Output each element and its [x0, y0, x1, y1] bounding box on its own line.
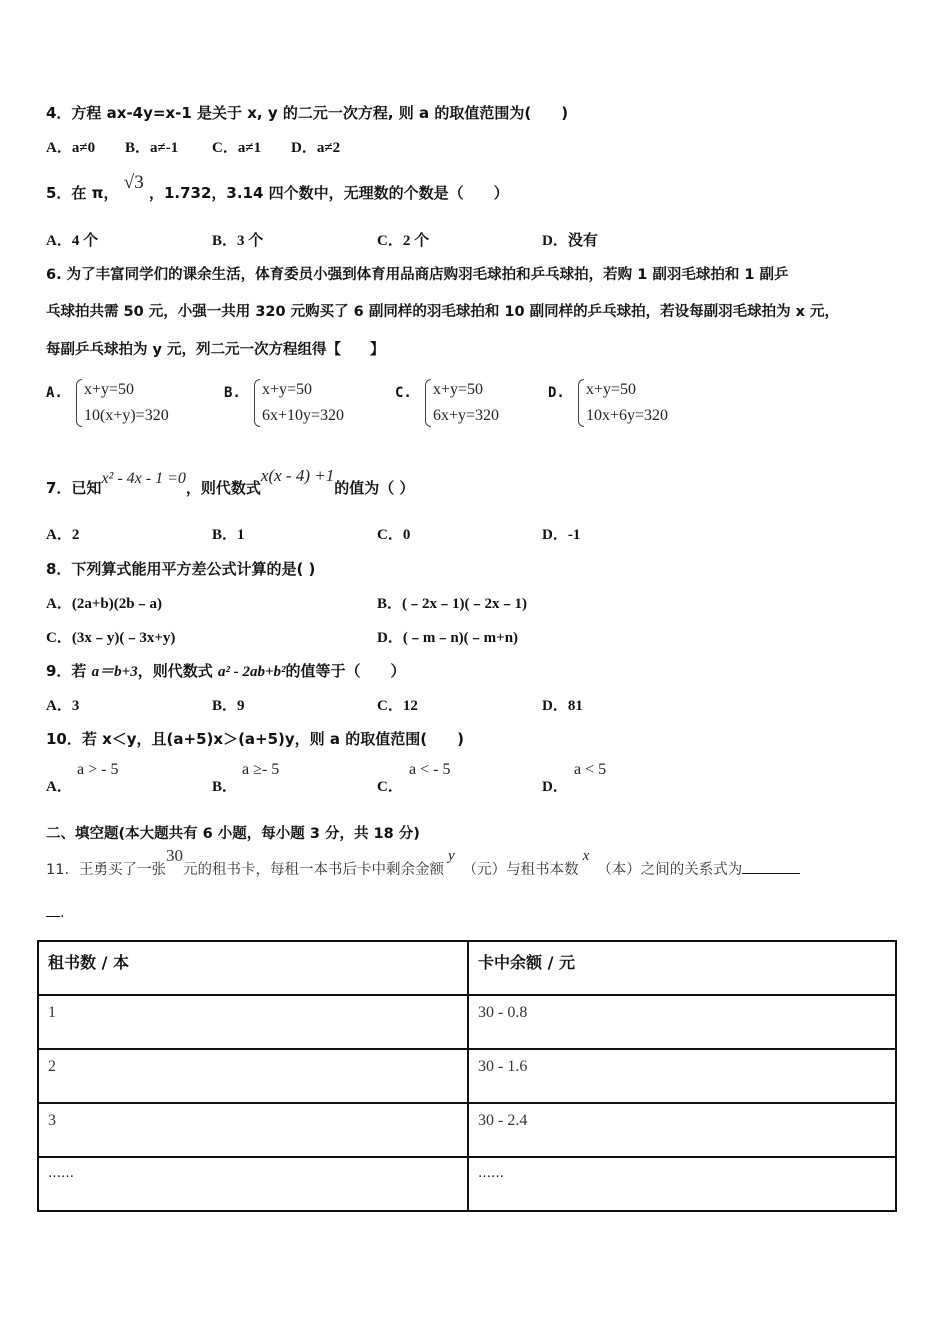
q4-option-b: B．a≠-1: [125, 140, 179, 156]
q6-a-eq2: 10(x+y)=320: [84, 407, 169, 424]
q7-option-a: A．2: [46, 527, 80, 543]
q9-condition: a＝b+3: [91, 664, 138, 680]
q9-mid: ，则代数式: [137, 662, 218, 680]
q7-option-c: C．0: [377, 527, 411, 543]
q11-text-3: （元）与租书本数: [462, 862, 579, 878]
q10-stem: 10．若 x＜y，且(a+5)x＞(a+5)y，则 a 的取值范围( ): [46, 730, 464, 748]
q11-text-1: 11．王勇买了一张: [46, 862, 166, 878]
q6-a-eq1: x+y=50: [84, 381, 135, 398]
q11-text-4: （本）之间的关系式为: [597, 862, 743, 878]
cell-books: 3: [38, 1103, 468, 1157]
blank-line: [46, 916, 60, 917]
q11-answer-blank-continued[interactable]: [46, 905, 64, 921]
q9-expression: a² - 2ab+b²: [217, 664, 286, 680]
cell-balance: 30 - 0.8: [468, 995, 896, 1049]
q9-suffix: 的值等于（ ）: [285, 662, 406, 680]
q4-stem: 4．方程 ax-4y=x-1 是关于 x, y 的二元一次方程, 则 a 的取值范围为( ): [46, 104, 569, 122]
q6-d-eq2: 10x+6y=320: [586, 407, 669, 424]
q9-option-a: A．3: [46, 698, 80, 714]
q7-option-b: B．1: [212, 527, 245, 543]
q10-option-c-expr: a < - 5: [409, 761, 451, 778]
q6-d-eq1: x+y=50: [586, 381, 637, 398]
q6-option-b-system: [254, 377, 344, 429]
q11-amount: 30: [165, 846, 183, 865]
q4-option-d: D．a≠2: [291, 140, 341, 156]
q6-option-b-label: B.: [224, 385, 241, 401]
q10-option-b-label: B．: [212, 779, 238, 795]
q6-option-d-label: D.: [548, 385, 565, 401]
q5-suffix: ，1.732，3.14 四个数中，无理数的个数是（ ）: [148, 184, 509, 202]
q11-var-x: x: [582, 848, 590, 864]
q8-option-b: B．(﹣2x﹣1)(﹣2x﹣1): [377, 596, 527, 612]
q4-option-a: A．a≠0: [46, 140, 96, 156]
q7-suffix: 的值为（ ）: [334, 479, 415, 497]
rental-table: [37, 940, 897, 1212]
q5-prefix: 5．在 π，: [46, 184, 119, 202]
q8-option-a: A．(2a+b)(2b﹣a): [46, 596, 163, 612]
cell-books: 1: [38, 995, 468, 1049]
q6-option-d-system: [578, 377, 668, 429]
q7-prefix: 7．已知: [46, 479, 102, 497]
q11-text-2: 元的租书卡，每租一本书后卡中剩余金额: [182, 862, 444, 878]
q10-option-c-label: C．: [377, 779, 403, 795]
q5-option-a: A．4 个: [46, 233, 99, 249]
q10-option-d-expr: a < 5: [574, 761, 607, 778]
table-row: [38, 1049, 896, 1103]
q4-option-c: C．a≠1: [212, 140, 262, 156]
q6-b-eq1: x+y=50: [262, 381, 313, 398]
q6-line-3: 每副乒乓球拍为 y 元，列二元一次方程组得【 】: [46, 342, 385, 358]
q7-mid: ，则代数式: [185, 479, 261, 497]
q7-equation: x² - 4x - 1 =0: [101, 470, 186, 487]
q9-option-b: B．9: [212, 698, 245, 714]
table-row: [38, 1103, 896, 1157]
q10-option-a-expr: a > - 5: [77, 761, 119, 778]
q6-option-c-label: C.: [395, 385, 412, 401]
q5-option-c: C．2 个: [377, 233, 430, 249]
table-header-row: [38, 941, 896, 995]
q6-line-2: 乓球拍共需 50 元，小强一共用 320 元购买了 6 副同样的羽毛球拍和 10 副同样的乒乓球拍，若设每副羽毛球拍为 x 元，: [46, 304, 840, 320]
cell-books: 2: [38, 1049, 468, 1103]
q8-option-c: C．(3x﹣y)(﹣3x+y): [46, 630, 176, 646]
q9-prefix: 9．若: [46, 662, 92, 680]
q11-stem: [46, 846, 800, 879]
q11-var-y: y: [447, 848, 455, 864]
q6-line-1: 6. 为了丰富同学们的课余生活，体育委员小强到体育用品商店购羽毛球拍和乒乓球拍，若购 1 副羽毛球拍和 1 副乒: [46, 267, 789, 283]
table-row: [38, 1157, 896, 1211]
q6-option-a-label: A.: [46, 385, 63, 401]
q7-stem: [46, 466, 415, 498]
q6-option-c-system: [425, 377, 499, 429]
q9-stem: [46, 660, 406, 681]
cell-books: ……: [38, 1157, 468, 1211]
q8-option-d: D．(﹣m﹣n)(﹣m+n): [377, 630, 519, 646]
q5-option-b: B．3 个: [212, 233, 264, 249]
q6-option-a-system: [76, 377, 169, 429]
header-card-balance: 卡中余额 / 元: [468, 941, 896, 995]
q6-c-eq2: 6x+y=320: [433, 407, 500, 424]
cell-balance: 30 - 1.6: [468, 1049, 896, 1103]
sqrt3-expression: √3: [123, 172, 144, 193]
table-row: [38, 995, 896, 1049]
header-books-rented: 租书数 / 本: [38, 941, 468, 995]
q11-period: .: [60, 905, 65, 921]
q5-stem: [46, 172, 509, 204]
q10-option-d-label: D．: [542, 779, 568, 795]
q5-option-d: D．没有: [542, 233, 598, 249]
q6-c-eq1: x+y=50: [433, 381, 484, 398]
q11-answer-blank[interactable]: [742, 873, 800, 874]
q7-option-d: D．-1: [542, 527, 581, 543]
q10-option-b-expr: a ≥- 5: [242, 761, 280, 778]
q9-option-c: C．12: [377, 698, 418, 714]
section-2-title: 二、填空题(本大题共有 6 小题，每小题 3 分，共 18 分): [46, 826, 420, 842]
q8-stem: 8．下列算式能用平方差公式计算的是( ): [46, 560, 316, 578]
q6-b-eq2: 6x+10y=320: [262, 407, 345, 424]
q10-option-a-label: A．: [46, 779, 72, 795]
q9-option-d: D．81: [542, 698, 583, 714]
cell-balance: 30 - 2.4: [468, 1103, 896, 1157]
cell-balance: ……: [468, 1157, 896, 1211]
q7-expression: x(x - 4) +1: [260, 466, 335, 485]
